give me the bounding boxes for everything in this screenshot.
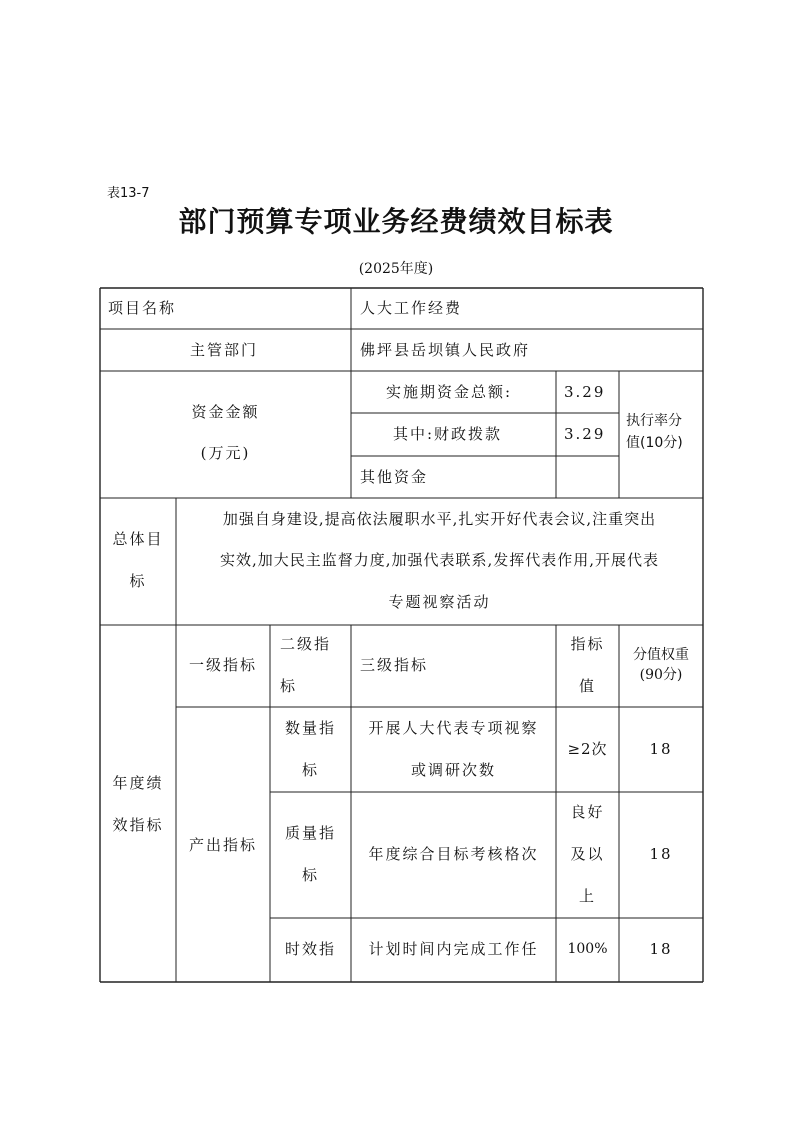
table-row-quality-value-3: 上 [578,887,596,905]
fiscal-funds-value: 3.29 [564,425,606,443]
table-row-quality-l2: 质量指 [284,824,336,842]
overall-goal-label: 总体目 [112,530,164,548]
table-row-timeliness-weight: 18 [649,940,673,958]
page-title: 部门预算专项业务经费绩效目标表 [178,205,614,238]
total-funds-label: 实施期资金总额: [386,383,513,401]
table-row-quantity-l2-2: 标 [301,761,319,779]
header-level3: 三级指标 [360,656,429,674]
table-row-quality-weight: 18 [649,845,673,863]
annual-indicators-label: 年度绩 [112,774,164,792]
funds-unit: (万元) [200,444,251,462]
fiscal-funds-label: 其中:财政拨款 [393,425,503,443]
header-level2: 二级指 [280,635,332,653]
table-row-quantity-l2: 数量指 [284,719,336,737]
funds-label: 资金金额 [191,403,260,421]
table-row-quality-value-2: 及以 [570,845,605,863]
execution-rate-score: 值(10分) [626,435,683,451]
header-level2-2: 标 [280,677,298,695]
total-funds-value: 3.29 [564,383,606,401]
table-row-timeliness-l3: 计划时间内完成工作任 [368,940,539,958]
department-label: 主管部门 [190,341,259,359]
annual-indicators-label-2: 效指标 [112,816,164,834]
table-row-quantity-weight: 18 [649,740,673,758]
table-row-quantity-value: ≥2次 [567,740,608,758]
project-name-label: 项目名称 [108,299,177,317]
other-funds-label: 其他资金 [360,468,429,486]
header-value-2: 值 [578,677,596,695]
header-level1: 一级指标 [188,656,257,674]
table-number: 表13-7 [107,186,150,201]
project-name-value: 人大工作经费 [360,299,463,317]
table-row-quantity-l3: 开展人大代表专项视察 [368,719,539,737]
overall-goal-text-3: 专题视察活动 [388,593,491,611]
year-subtitle: (2025年度) [358,261,434,277]
overall-goal-label-2: 标 [129,572,147,590]
execution-rate-label: 执行率分 [626,413,682,429]
header-weight: 分值权重 [633,647,689,663]
header-weight-2: (90分) [639,667,683,683]
overall-goal-text-2: 实效,加大民主监督力度,加强代表联系,发挥代表作用,开展代表 [219,551,660,569]
table-row-quantity-l3-2: 或调研次数 [410,761,496,779]
table-row-timeliness-value: 100% [567,941,608,957]
table-row-quality-l3: 年度综合目标考核格次 [368,845,539,863]
table-row-quality-l2-2: 标 [301,866,319,884]
header-value: 指标 [570,635,605,653]
overall-goal-text-1: 加强自身建设,提高依法履职水平,扎实开好代表会议,注重突出 [222,510,657,528]
table-row-quality-value: 良好 [570,803,605,821]
table-row-timeliness-l2: 时效指 [284,940,336,958]
output-indicator-label: 产出指标 [188,836,257,854]
department-value: 佛坪县岳坝镇人民政府 [360,341,531,359]
